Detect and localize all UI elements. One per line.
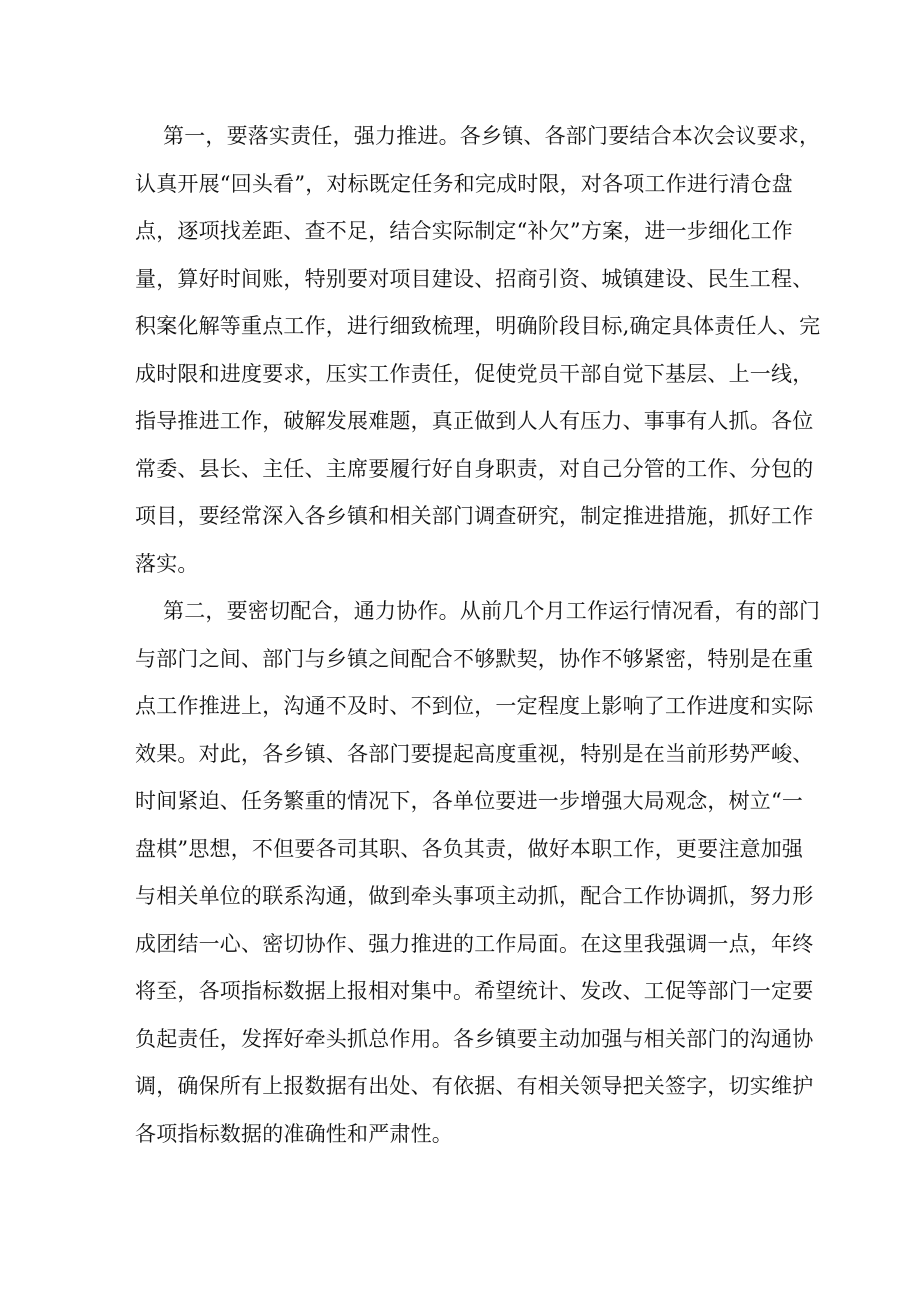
paragraph-line: 落实。 bbox=[135, 551, 199, 576]
paragraph-line: 量，算好时间账，特别要对项目建设、招商引资、城镇建设、民生工程、 bbox=[135, 266, 814, 291]
paragraph-line: 盘棋”思想，不但要各司其职、各负其责，做好本职工作，更要注意加强 bbox=[135, 836, 804, 861]
paragraph-line: 点，逐项找差距、查不足，结合实际制定“补欠”方案，进一步细化工作 bbox=[135, 219, 793, 243]
paragraph-line: 成团结一心、密切协作、强力推进的工作局面。在这里我强调一点，年终 bbox=[135, 931, 814, 956]
paragraph-line: 指导推进工作，破解发展难题，真正做到人人有压力、事事有人抓。各位 bbox=[135, 409, 814, 433]
paragraph-line: 常委、县长、主任、主席要履行好自身职责，对自己分管的工作、分包的 bbox=[135, 456, 814, 481]
paragraph-line: 项目，要经常深入各乡镇和相关部门调查研究，制定推进措施，抓好工作 bbox=[135, 504, 814, 528]
paragraph-line: 时间紧迫、任务繁重的情况下，各单位要进一步增强大局观念，树立“一 bbox=[135, 789, 804, 813]
paragraph-line: 点工作推进上，沟通不及时、不到位，一定程度上影响了工作进度和实际 bbox=[135, 694, 814, 718]
paragraph-line: 认真开展“回头看”，对标既定任务和完成时限，对各项工作进行清仓盘 bbox=[135, 171, 793, 196]
paragraph-line: 积案化解等重点工作，进行细致梳理，明确阶段目标,确定具体责任人、完 bbox=[135, 314, 821, 338]
paragraph-line: 与相关单位的联系沟通，做到牵头事项主动抓，配合工作协调抓，努力形 bbox=[135, 884, 814, 908]
document-body bbox=[135, 113, 821, 1158]
paragraph-line: 成时限和进度要求，压实工作责任，促使党员干部自觉下基层、上一线， bbox=[135, 361, 814, 386]
paragraph-2 bbox=[135, 588, 821, 1158]
paragraph-line: 效果。对此，各乡镇、各部门要提起高度重视，特别是在当前形势严峻、 bbox=[135, 741, 814, 766]
paragraph-line: 第二，要密切配合，通力协作。从前几个月工作运行情况看，有的部门 bbox=[163, 599, 821, 623]
paragraph-line: 调，确保所有上报数据有出处、有依据、有相关领导把关签字，切实维护 bbox=[135, 1074, 814, 1098]
paragraph-1 bbox=[135, 113, 821, 588]
paragraph-line: 负起责任，发挥好牵头抓总作用。各乡镇要主动加强与相关部门的沟通协 bbox=[135, 1026, 814, 1051]
paragraph-line: 第一，要落实责任，强力推进。各乡镇、各部门要结合本次会议要求， bbox=[163, 124, 821, 148]
paragraph-line: 与部门之间、部门与乡镇之间配合不够默契，协作不够紧密，特别是在重 bbox=[135, 646, 814, 671]
paragraph-line: 将至，各项指标数据上报相对集中。希望统计、发改、工促等部门一定要 bbox=[135, 979, 814, 1003]
paragraph-line: 各项指标数据的准确性和严肃性。 bbox=[135, 1121, 453, 1146]
